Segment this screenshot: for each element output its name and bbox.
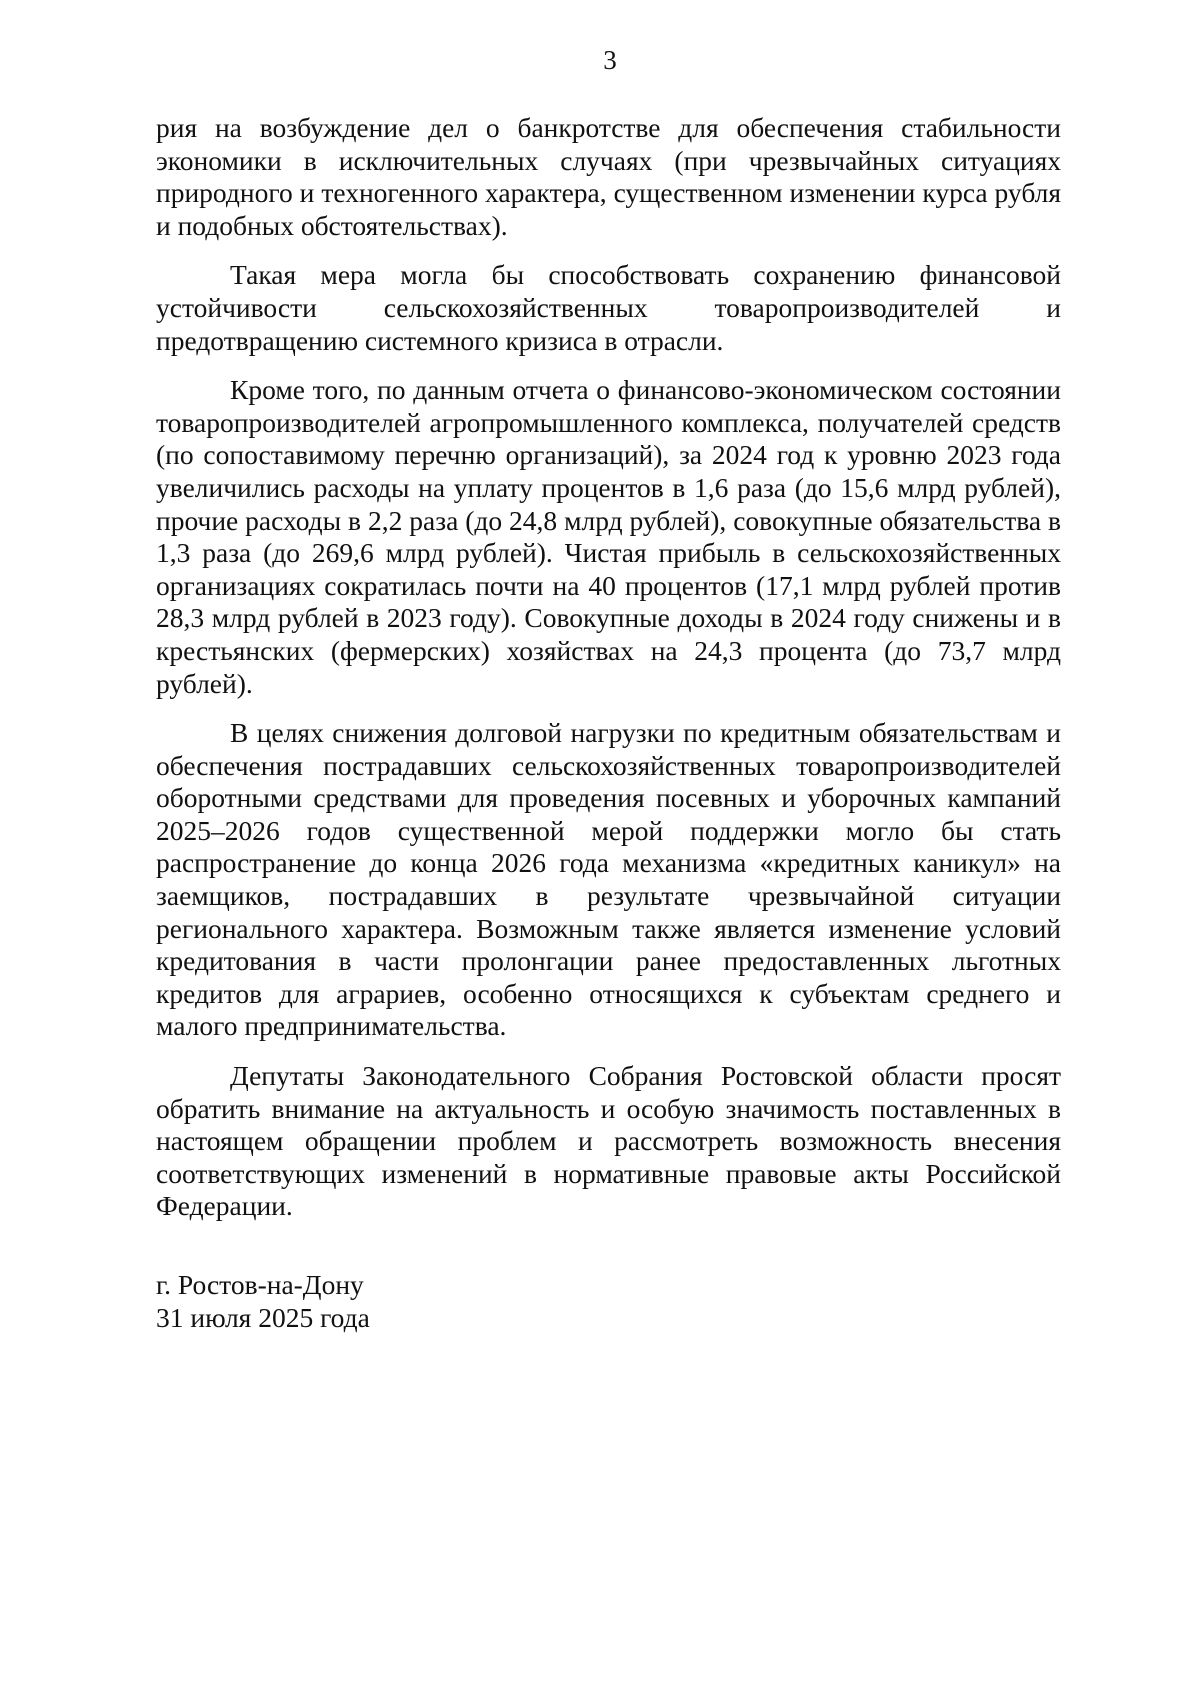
place: г. Ростов-на-Дону <box>156 1269 364 1300</box>
paragraph-credit-holidays: В целях снижения долговой нагрузки по кредитным обязательствам и обеспечения пострадавших сельскохозяйственных товаропроизводителей оборотными средствами для проведения посевных и уборочных кампаний 2025–2026 годов существенной мерой поддержки могло бы стать распространение до конца 2026 года механизма «кредитных каникул» на заемщиков, пострадавших в результате чрезвычайной ситуации регионального характера. Возможным также является изменение условий кредитования в части пролонгации ранее предоставленных льготных кредитов для аграриев, особенно относящихся к субъектам среднего и малого предпринимательства. <box>156 717 1061 1042</box>
paragraph-measure: Такая мера могла бы способствовать сохранению финансовой устойчивости сельскохозяйственных товаропроизводителей и предотвращению системного кризиса в отрасли. <box>156 259 1061 356</box>
paragraph-deputies-request: Депутаты Законодательного Собрания Ростовской области просят обратить внимание на актуальность и особую значимость поставленных в настоящем обращении проблем и рассмотреть возможность внесения соответствующих изменений в нормативные правовые акты Российской Федерации. <box>156 1060 1061 1222</box>
paragraph-financial-report: Кроме того, по данным отчета о финансово-экономическом состоянии товаропроизводителей агропромышленного комплекса, получателей средств (по сопоставимому перечню организаций), за 2024 год к уровню 2023 года увеличились расходы на уплату процентов в 1,6 раза (до 15,6 млрд рублей), прочие расходы в 2,2 раза (до 24,8 млрд рублей), совокупные обязательства в 1,3 раза (до 269,6 млрд рублей). Чистая прибыль в сельскохозяйственных организациях сократилась почти на 40 процентов (17,1 млрд рублей против 28,3 млрд рублей в 2023 году). Совокупные доходы в 2024 году снижены и в крестьянских (фермерских) хозяйствах на 24,3 процента (до 73,7 млрд рублей). <box>156 374 1061 699</box>
document-body <box>156 112 1061 1240</box>
date: 31 июля 2025 года <box>156 1302 370 1333</box>
place-and-date <box>156 1268 370 1334</box>
page-number: 3 <box>603 45 617 75</box>
paragraph-continuation: рия на возбуждение дел о банкротстве для обеспечения стабильности экономики в исключительных случаях (при чрезвычайных ситуациях природного и техногенного характера, существенном изменении курса рубля и подобных обстоятельствах). <box>156 112 1061 241</box>
